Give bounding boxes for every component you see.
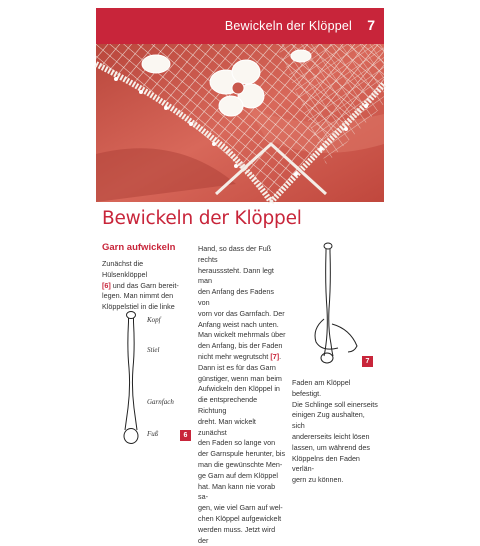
text-line: legen. Man nimmt den xyxy=(102,291,174,301)
text-line: andererseits leicht lösen xyxy=(292,431,370,441)
text-line: der Garnspule herunter, bis xyxy=(198,449,286,459)
text-line: die entsprechende Richtung xyxy=(198,395,258,415)
text-line: Klöppelns den Faden verlän- xyxy=(292,453,360,474)
text-line: nicht mehr wegrutscht xyxy=(198,351,269,361)
text-line: Klöppelstiel in die linke xyxy=(102,302,175,312)
text-punctuation: . xyxy=(279,351,282,361)
paragraph xyxy=(198,244,286,546)
text-line: man die gewünschte Men- xyxy=(198,459,283,469)
text-line: Dann ist es für das Garn xyxy=(198,362,276,372)
text-line: vorn vor das Garnfach. Der xyxy=(198,308,285,318)
figure-reference: [7] xyxy=(270,351,280,361)
text-line: dreht. Man wickelt zunächst xyxy=(198,416,256,437)
figure-number-badge: 6 xyxy=(180,430,191,441)
label-garnfach: Garnfach xyxy=(147,398,174,406)
text-line: lassen, um während des xyxy=(292,442,370,452)
page-title: Bewickeln der Klöppel xyxy=(102,208,302,229)
text-line: chen Klöppel aufgewickelt xyxy=(198,513,282,523)
text-line: den Anfang des Fadens von xyxy=(198,287,274,307)
text-line: Hand, so dass der Fuß rechts xyxy=(198,244,272,264)
bobbin-drawing xyxy=(102,308,192,448)
paragraph xyxy=(292,378,378,486)
text-line: Man wickelt mehrmals über xyxy=(198,330,286,340)
text-line: den Faden so lange von xyxy=(198,438,276,448)
text-column-3 xyxy=(292,378,378,486)
text-line: gen, wie viel Garn auf wel- xyxy=(198,503,283,513)
text-line: werden muss. Jetzt wird der xyxy=(198,524,276,545)
lace-photo xyxy=(96,44,384,202)
text-line: Die Schlinge soll einerseits xyxy=(292,399,378,409)
text-line: Aufwickeln den Klöppel in xyxy=(198,384,280,394)
text-line: herausssteht. Dann legt man xyxy=(198,265,274,286)
text-column-1 xyxy=(102,242,190,313)
text-line: und das Garn bereit- xyxy=(112,280,179,290)
book-page xyxy=(96,8,384,545)
text-line: günstiger, wenn man beim xyxy=(198,373,282,383)
page-header xyxy=(96,8,384,44)
text-column-2 xyxy=(198,244,286,546)
figure-7-winding-diagram xyxy=(302,234,382,366)
text-line: Anfang weist nach unten. xyxy=(198,319,279,329)
text-line: Faden am Klöppel befestigt. xyxy=(292,378,351,398)
text-line: Zunächst die Hülsenklöppel xyxy=(102,259,148,279)
figure-reference: [6] xyxy=(102,280,111,290)
text-line: gern zu können. xyxy=(292,475,344,485)
page-number: 7 xyxy=(367,17,375,33)
section-subheading: Garn aufwickeln xyxy=(102,242,176,253)
bobbin-winding-drawing xyxy=(302,234,382,366)
header-title: Bewickeln der Klöppel xyxy=(224,19,352,33)
paragraph xyxy=(102,259,190,313)
figure-6-bobbin-diagram xyxy=(102,308,192,448)
label-stiel: Stiel xyxy=(147,346,160,354)
text-line: ge Garn auf dem Klöppel xyxy=(198,470,278,480)
figure-number-badge: 7 xyxy=(362,356,373,367)
text-line: hat. Man kann nie vorab sa- xyxy=(198,481,276,502)
lace-on-fabric-image xyxy=(96,44,384,202)
label-fuss: Fuß xyxy=(147,430,159,438)
text-line: den Anfang, bis der Faden xyxy=(198,341,283,351)
text-line: einigen Zug aushalten, sich xyxy=(292,410,365,431)
label-kopf: Kopf xyxy=(147,316,161,324)
